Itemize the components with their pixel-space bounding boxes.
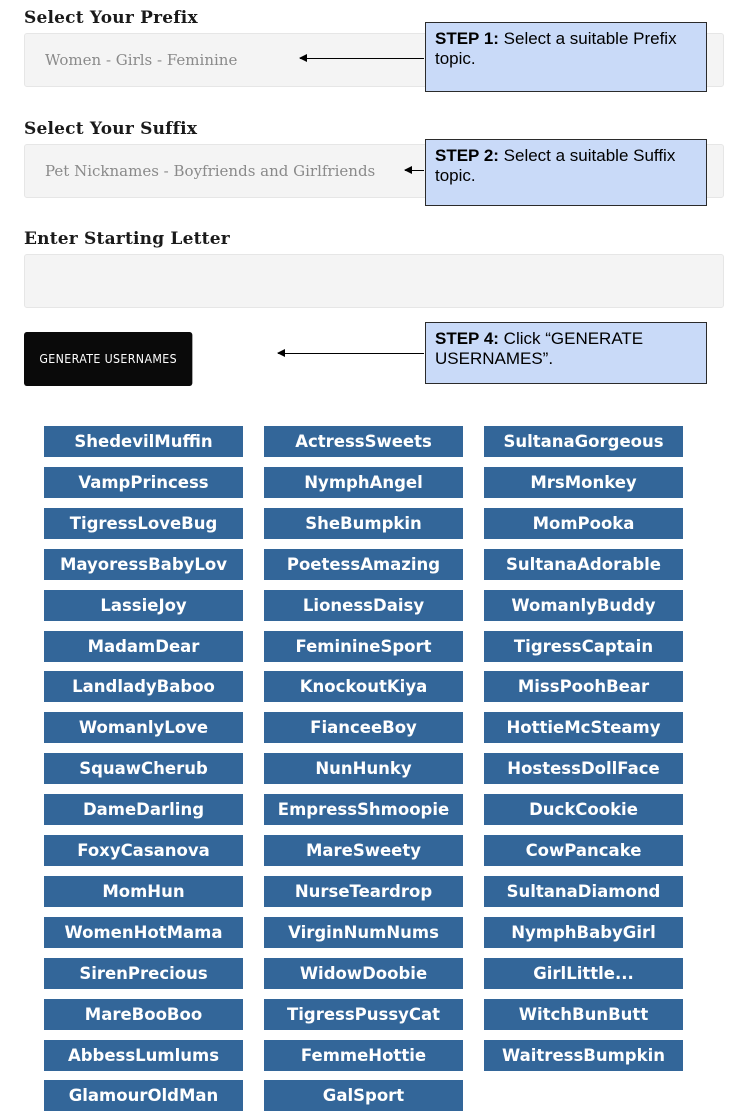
step1-callout: [425, 22, 707, 92]
username-tile[interactable]: FoxyCasanova: [44, 835, 243, 866]
username-tile[interactable]: HostessDollFace: [484, 753, 683, 784]
username-tile[interactable]: GlamourOldMan: [44, 1080, 243, 1111]
username-tile[interactable]: SirenPrecious: [44, 958, 243, 989]
username-tile[interactable]: HottieMcSteamy: [484, 712, 683, 743]
username-tile[interactable]: LassieJoy: [44, 590, 243, 621]
step2-text: Select a suitable Suffix topic.: [435, 146, 676, 185]
username-tile[interactable]: WomenHotMama: [44, 917, 243, 948]
suffix-label: Select Your Suffix: [24, 119, 198, 139]
username-tile[interactable]: MomPooka: [484, 508, 683, 539]
username-tile[interactable]: TigressLoveBug: [44, 508, 243, 539]
username-tile[interactable]: VampPrincess: [44, 467, 243, 498]
username-tile[interactable]: GalSport: [264, 1080, 463, 1111]
username-tile[interactable]: FianceeBoy: [264, 712, 463, 743]
username-tile[interactable]: LandladyBaboo: [44, 671, 243, 702]
username-tile[interactable]: MrsMonkey: [484, 467, 683, 498]
username-tile[interactable]: TigressPussyCat: [264, 999, 463, 1030]
username-tile[interactable]: PoetessAmazing: [264, 549, 463, 580]
username-tile[interactable]: SultanaAdorable: [484, 549, 683, 580]
starting-letter-input[interactable]: [24, 254, 724, 308]
step2-callout: [425, 139, 707, 206]
username-tile[interactable]: SquawCherub: [44, 753, 243, 784]
username-tile[interactable]: SheBumpkin: [264, 508, 463, 539]
username-tile[interactable]: WomanlyLove: [44, 712, 243, 743]
prefix-label: Select Your Prefix: [24, 8, 198, 28]
prefix-select-value: Women - Girls - Feminine: [45, 51, 238, 69]
username-tile[interactable]: LionessDaisy: [264, 590, 463, 621]
step4-bold: STEP 4:: [435, 329, 499, 348]
username-tile[interactable]: VirginNumNums: [264, 917, 463, 948]
username-tile[interactable]: TigressCaptain: [484, 631, 683, 662]
letter-label: Enter Starting Letter: [24, 229, 230, 249]
username-tile[interactable]: DameDarling: [44, 794, 243, 825]
step2-bold: STEP 2:: [435, 146, 499, 165]
username-tile[interactable]: NunHunky: [264, 753, 463, 784]
step4-text: Click “GENERATE USERNAMES”.: [435, 329, 644, 368]
username-tile[interactable]: NurseTeardrop: [264, 876, 463, 907]
username-tile[interactable]: SultanaGorgeous: [484, 426, 683, 457]
username-tile[interactable]: WaitressBumpkin: [484, 1040, 683, 1071]
generate-usernames-button[interactable]: GENERATE USERNAMES: [24, 332, 192, 386]
username-tile[interactable]: GirlLittle...: [484, 958, 683, 989]
username-tile[interactable]: MareSweety: [264, 835, 463, 866]
username-tile[interactable]: DuckCookie: [484, 794, 683, 825]
username-tile[interactable]: NymphAngel: [264, 467, 463, 498]
username-tile[interactable]: MayoressBabyLov: [44, 549, 243, 580]
step4-arrow: [278, 353, 424, 354]
username-tile[interactable]: MadamDear: [44, 631, 243, 662]
suffix-select-value: Pet Nicknames - Boyfriends and Girlfriends: [45, 162, 376, 180]
step2-arrow: [405, 170, 424, 171]
username-tile[interactable]: WidowDoobie: [264, 958, 463, 989]
step1-text: Select a suitable Prefix topic.: [435, 29, 677, 68]
username-tile[interactable]: FeminineSport: [264, 631, 463, 662]
step1-bold: STEP 1:: [435, 29, 499, 48]
step4-callout: [425, 322, 707, 384]
username-tile[interactable]: WomanlyBuddy: [484, 590, 683, 621]
username-tile[interactable]: SultanaDiamond: [484, 876, 683, 907]
username-tile[interactable]: EmpressShmoopie: [264, 794, 463, 825]
username-tile[interactable]: ActressSweets: [264, 426, 463, 457]
step1-arrow: [300, 58, 424, 59]
username-tile[interactable]: MomHun: [44, 876, 243, 907]
username-tile[interactable]: FemmeHottie: [264, 1040, 463, 1071]
username-tile[interactable]: NymphBabyGirl: [484, 917, 683, 948]
username-tile[interactable]: KnockoutKiya: [264, 671, 463, 702]
username-tile[interactable]: MareBooBoo: [44, 999, 243, 1030]
username-tile[interactable]: ShedevilMuffin: [44, 426, 243, 457]
username-tile[interactable]: WitchBunButt: [484, 999, 683, 1030]
username-tile[interactable]: AbbessLumlums: [44, 1040, 243, 1071]
username-tile[interactable]: MissPoohBear: [484, 671, 683, 702]
username-tile[interactable]: CowPancake: [484, 835, 683, 866]
